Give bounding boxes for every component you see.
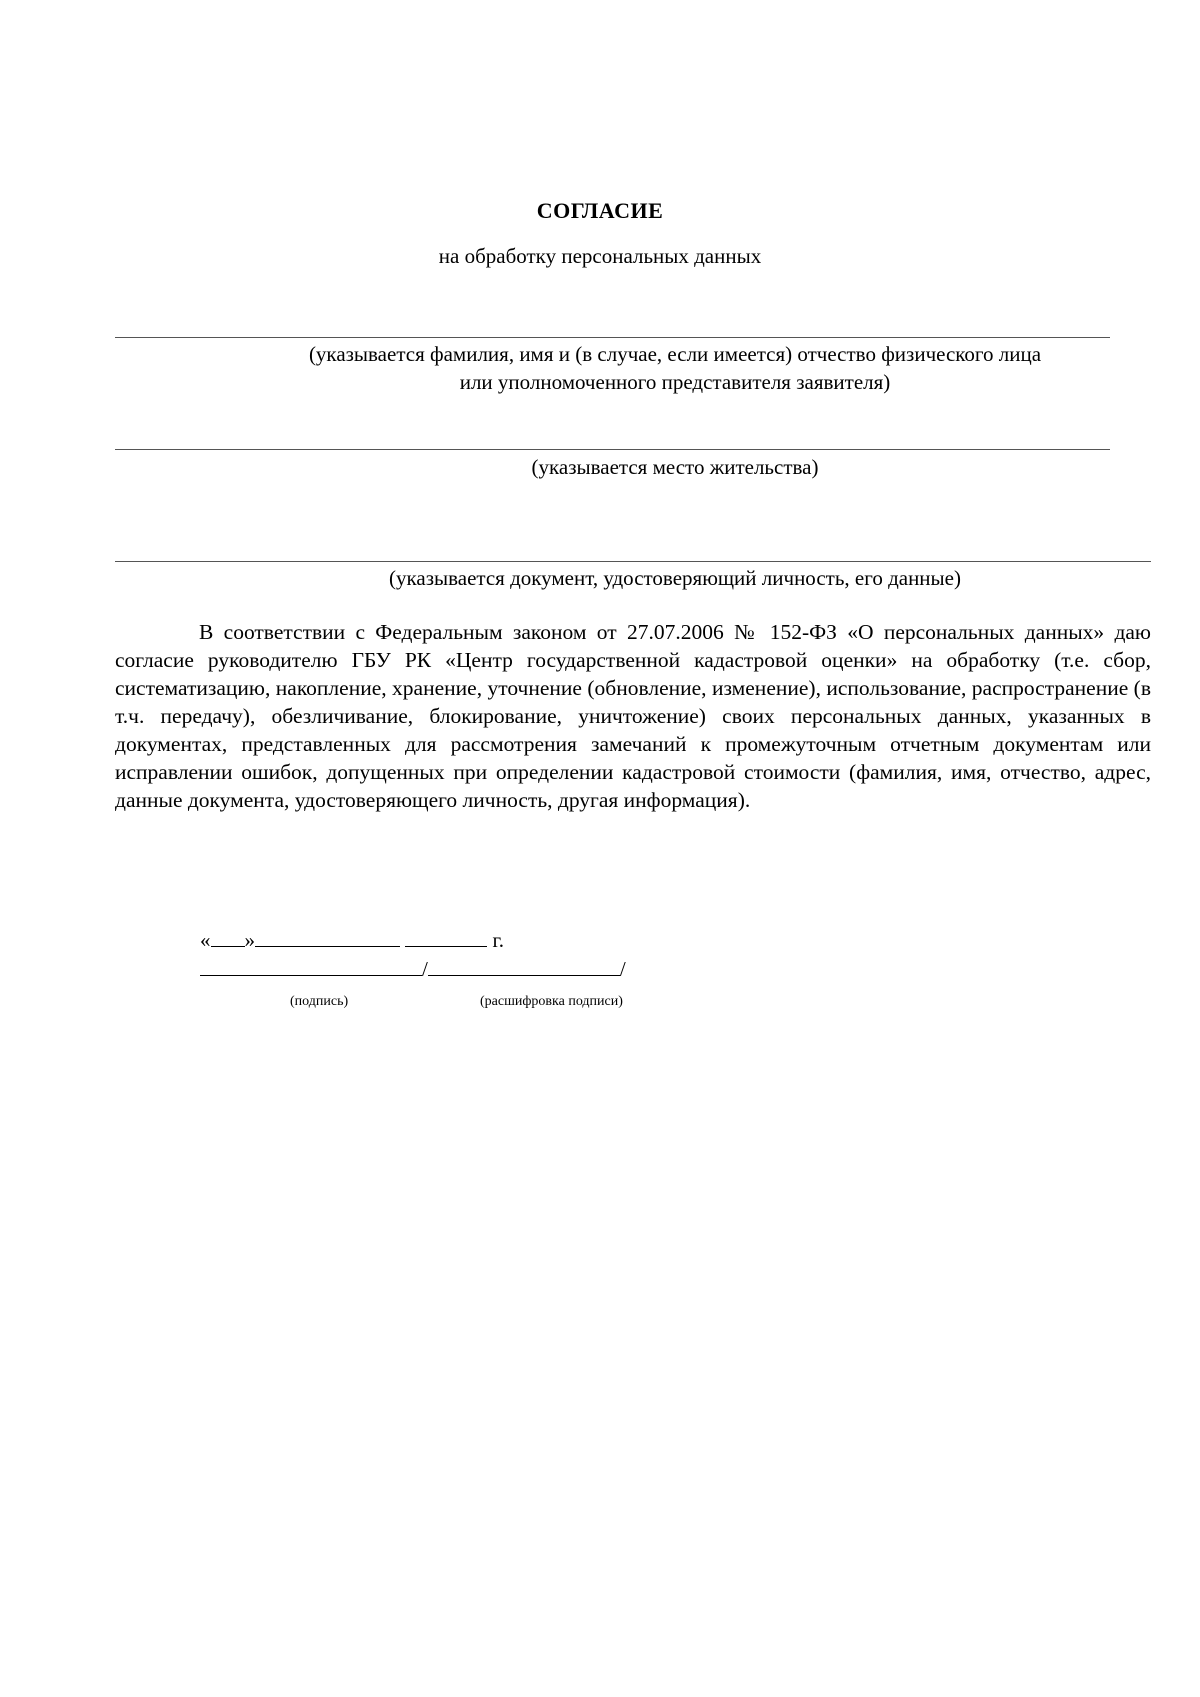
month-blank [255,926,400,947]
consent-text: В соответствии с Федеральным законом от 27.07.2006 № 152-ФЗ «О персональных данных» даю согласие руководителю ГБУ РК «Центр государственной кадастровой оценки» на обработку (т.е. сбор, систематизацию, накопление, хранение, уточнение (обновление, изменение), использование, распространение (в т.ч. передачу), обезличивание, блокирование, уничтожение) своих персональных данных, указанных в документах, представленных для рассмотрения замечаний к промежуточным отчетным документам или исправлении ошибок, допущенных при определении кадастровой стоимости (фамилия, имя, отчество, адрес, данные документа, удостоверяющего личность, другая информация). [115,620,1151,812]
document-subtitle: на обработку персональных данных [438,244,762,268]
document-fill-line [115,561,1151,562]
name-hint-line2: или уполномоченного представителя заявителя) [459,370,891,394]
date-line [200,926,504,953]
day-blank [211,926,245,947]
signature-line [200,955,626,982]
residence-hint: (указывается место жительства) [531,455,819,479]
year-blank [405,926,487,947]
signature-decoding-caption: (расшифровка подписи) [480,994,623,1009]
residence-fill-line [115,449,1110,450]
name-fill-line [115,337,1110,338]
signature-separator-1: / [422,957,428,981]
document-hint: (указывается документ, удостоверяющий личность, его данные) [389,566,961,590]
consent-paragraph [115,618,1151,814]
signature-separator-2: / [619,957,626,981]
signature-decoding-blank [428,955,620,976]
signature-blank [200,955,422,976]
name-hint-line1: (указывается фамилия, имя и (в случае, если имеется) отчество физического лица [308,342,1042,366]
date-open-quote: « [200,928,211,952]
document-title: СОГЛАСИЕ [536,198,664,223]
year-suffix: г. [492,928,504,952]
signature-caption: (подпись) [290,994,349,1009]
date-close-quote: » [244,928,255,952]
